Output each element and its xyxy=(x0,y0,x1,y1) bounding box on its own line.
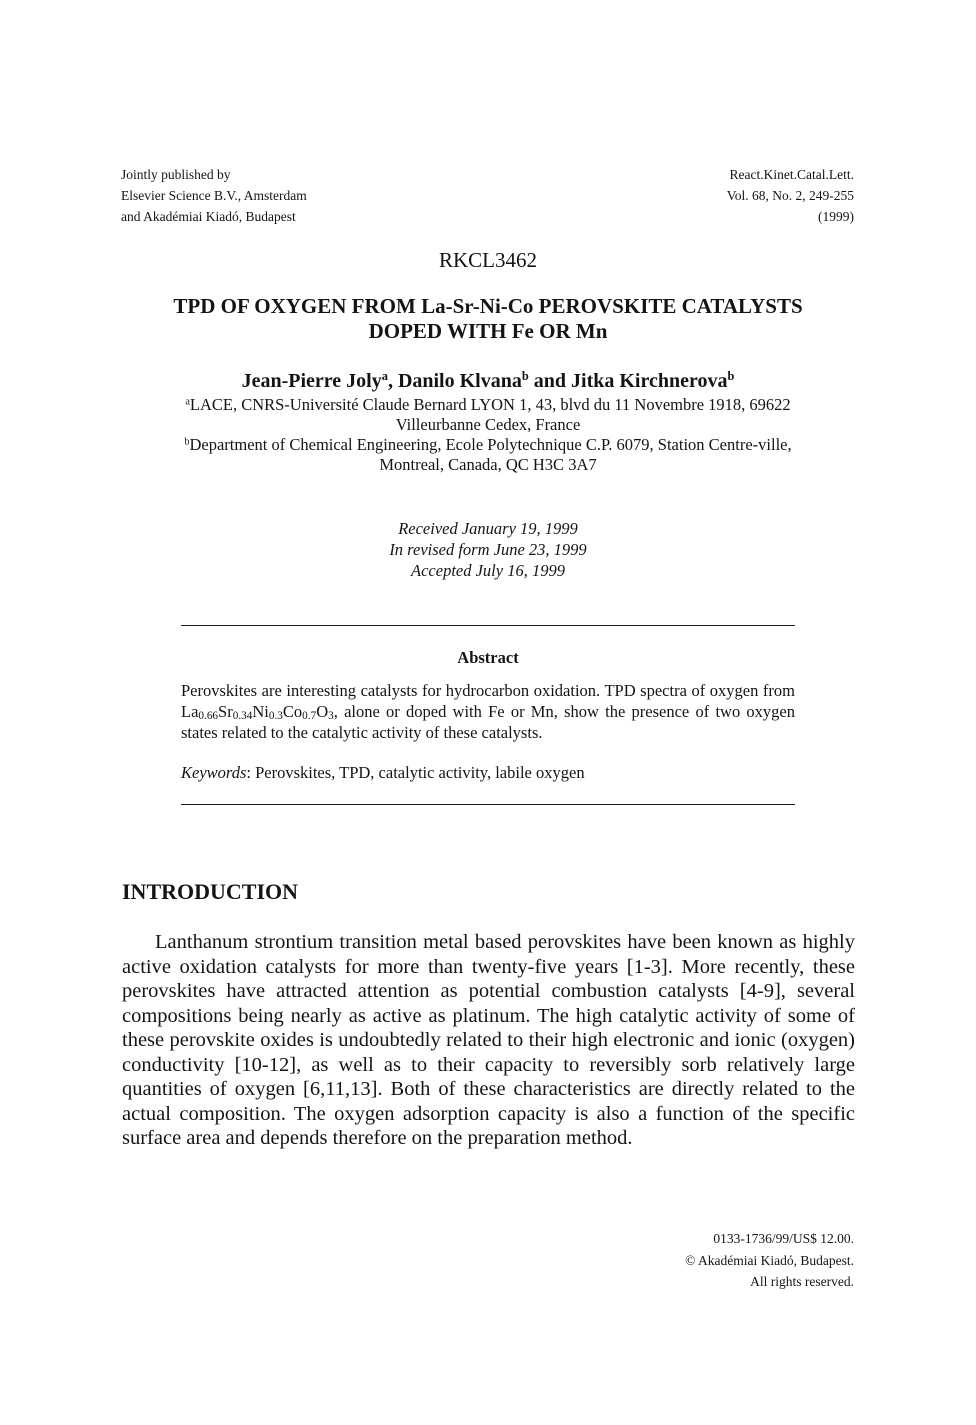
formula-element: O xyxy=(316,702,329,721)
affiliation-mark: b xyxy=(184,436,190,448)
affiliation-line: Villeurbanne Cedex, France xyxy=(395,415,581,434)
affiliation-b xyxy=(0,435,976,455)
paper-title xyxy=(0,294,976,344)
affiliations xyxy=(0,395,976,475)
publication-dates xyxy=(0,518,976,581)
publisher-info xyxy=(121,164,307,227)
abstract-bottom-rule xyxy=(181,804,795,805)
abstract-text-start: Perovskites are interesting catalysts for hydrocarbon oxidation. TPD spectra of oxygen from xyxy=(181,681,795,700)
abstract-top-rule xyxy=(181,625,795,626)
journal-info xyxy=(727,164,854,227)
formula-element: Co xyxy=(282,702,303,721)
rights-reserved: All rights reserved. xyxy=(750,1274,854,1289)
author-affiliation-mark: b xyxy=(727,369,735,384)
chemical-formula xyxy=(181,702,334,721)
copyright-holder: © Akadémiai Kiadó, Budapest. xyxy=(685,1252,854,1268)
title-line: TPD OF OXYGEN FROM La-Sr-Ni-Co PEROVSKITE CATALYSTS xyxy=(173,294,803,318)
publisher-line: and Akadémiai Kiadó, Budapest xyxy=(121,209,296,224)
keywords xyxy=(181,763,585,783)
affiliation-a xyxy=(0,395,976,415)
journal-line: React.Kinet.Catal.Lett. xyxy=(729,167,854,182)
affiliation-line: Montreal, Canada, QC H3C 3A7 xyxy=(379,455,597,474)
formula-element: La xyxy=(181,702,199,721)
author-separator: and xyxy=(528,370,572,392)
author-list xyxy=(0,370,976,393)
affiliation-mark: a xyxy=(185,396,190,408)
revised-date: In revised form June 23, 1999 xyxy=(389,540,587,559)
formula-subscript: 0.7 xyxy=(302,710,317,723)
abstract-text xyxy=(181,680,795,743)
section-heading-introduction: INTRODUCTION xyxy=(122,879,299,904)
formula-subscript: 0.3 xyxy=(268,710,283,723)
keywords-label: Keywords xyxy=(181,763,247,782)
title-line: DOPED WITH Fe OR Mn xyxy=(368,319,608,343)
author-affiliation-mark: b xyxy=(521,369,529,384)
formula-element: Ni xyxy=(252,702,269,721)
author-separator: , xyxy=(387,370,398,392)
accepted-date: Accepted July 16, 1999 xyxy=(411,561,565,580)
received-date: Received January 19, 1999 xyxy=(398,519,578,538)
paper-code: RKCL3462 xyxy=(438,248,537,272)
abstract-text-end: , alone or doped with Fe or Mn, show the presence of two oxygen states related to the catalytic activity of these catalysts. xyxy=(181,702,795,742)
abstract-heading: Abstract xyxy=(457,648,519,667)
publisher-line: Jointly published by xyxy=(121,167,231,182)
issn-price: 0133-1736/99/US$ 12.00. xyxy=(713,1231,854,1246)
author-name: Jean-Pierre Joly xyxy=(241,370,382,392)
introduction-paragraph: Lanthanum strontium transition metal based perovskites have been known as highly active oxidation catalysts for more than twenty-five years [1-3]. More recently, these perovskites have attracted attention as potential combustion catalysts [4-9], several compositions being nearly as active as platinum. The high catalytic activity of some of these perovskite oxides is undoubtedly related to their high electronic and ionic (oxygen) conductivity [10-12], as well as to their capacity to reversibly sorb relatively large quantities of oxygen [6,11,13]. Both of these characteristics are directly related to the actual composition. The oxygen adsorption capacity is also a function of the specific surface area and depends therefore on the preparation method. xyxy=(122,931,855,1149)
keywords-list: : Perovskites, TPD, catalytic activity, labile oxygen xyxy=(246,763,585,782)
publisher-line: Elsevier Science B.V., Amsterdam xyxy=(121,188,307,203)
affiliation-line: LACE, CNRS-Université Claude Bernard LYON 1, 43, blvd du 11 Novembre 1918, 69622 xyxy=(189,395,791,414)
formula-subscript: 0.66 xyxy=(198,710,219,723)
copyright-footer xyxy=(685,1228,854,1293)
author-name: Danilo Klvana xyxy=(397,370,522,392)
formula-subscript: 3 xyxy=(328,710,334,723)
formula-element: Sr xyxy=(218,702,233,721)
formula-subscript: 0.34 xyxy=(232,710,253,723)
introduction-body xyxy=(122,930,855,1151)
journal-line: Vol. 68, No. 2, 249-255 xyxy=(726,188,854,203)
author-affiliation-mark: a xyxy=(381,369,388,384)
affiliation-line: Department of Chemical Engineering, Ecole Polytechnique C.P. 6079, Station Centre-ville, xyxy=(189,435,792,454)
author-name: Jitka Kirchnerova xyxy=(571,370,728,392)
journal-line: (1999) xyxy=(818,209,854,224)
